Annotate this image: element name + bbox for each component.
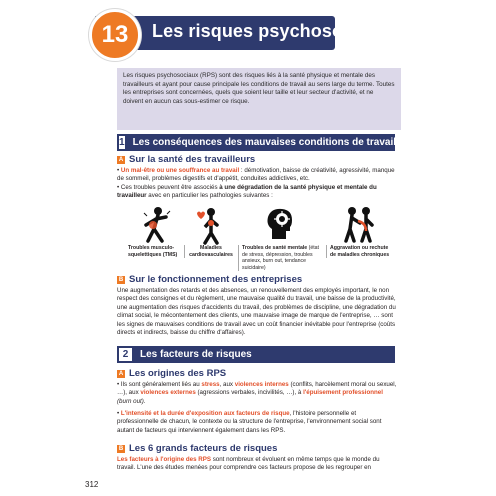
- body-text: avec en particulier les pathologies suivantes :: [146, 192, 273, 200]
- highlight-text: L'intensité et la durée d'exposition aux facteurs de risque: [120, 410, 290, 417]
- body-text: : démotivation, baisse de créativité, agressivité, manque de sommeil, problèmes digestifs et d'appétit, conduites addictives, etc.: [117, 167, 395, 183]
- subsection-title: Sur la santé des travailleurs: [129, 154, 256, 165]
- bullet-degradation: • Ces troubles peuvent être associés à une dégradation de la santé physique et mentale du travailleur avec en particulier les pathologies suivantes :: [117, 184, 377, 200]
- chapter-number: 13: [101, 21, 129, 48]
- bullet-origines: • Ils sont généralement liés au stress, aux violences internes (conflits, harcèlement moral ou sexuel, …), aux violences externes (agressions verbales, incivilités, …), à l'épuisement professionnel (burn out).: [117, 381, 397, 405]
- subsection-heading-2a: [117, 368, 226, 379]
- bullet-intensite: • L'intensité et la durée d'exposition aux facteurs de risque, l'histoire personnelle et professionnelle de chacun, le contexte ou la structure de l'entreprise, l'environnement social sont autant de facteurs qui interviennent également dans les RPS.: [117, 410, 382, 434]
- highlight-text: l'épuisement professionnel: [303, 389, 383, 397]
- highlight-text: Les facteurs à l'origine des RPS: [117, 456, 211, 463]
- subsection-letter: A: [118, 370, 124, 377]
- subsection-heading-1a: [117, 154, 255, 165]
- subsection-heading-1b: [117, 274, 302, 285]
- body-text: (conflits, harcèlement moral ou sexuel, …), aux: [117, 381, 397, 397]
- pathology-label-chronic: [326, 245, 392, 258]
- subsection-letter: B: [118, 276, 124, 283]
- chapter-header: [0, 0, 496, 66]
- mental-health-illustration: [252, 205, 310, 245]
- section-heading-1: [117, 134, 395, 151]
- subsection-heading-2b: [117, 443, 277, 454]
- subsection-letter: B: [118, 445, 124, 452]
- chapter-number-badge: [89, 9, 141, 61]
- body-text: , l'histoire personnelle et professionnelle de chacun, le contexte ou la structure de l'entreprise, l'environnement social sont autant de facteurs qui interviennent également dans les RPS.: [117, 410, 382, 434]
- bold-text: à une dégradation de la santé physique et mentale du travailleur: [117, 184, 377, 200]
- highlight-text: violences internes: [234, 381, 289, 388]
- subsection-title: Les origines des RPS: [129, 368, 227, 379]
- cardiovascular-illustration: [183, 205, 241, 245]
- paragraph-fonctionnement: [117, 287, 399, 337]
- body-text: (agressions verbales, incivilités, …), à: [195, 389, 304, 397]
- section-number: 1: [117, 134, 127, 151]
- chapter-title: Les risques psychosociaux: [152, 21, 390, 41]
- pathology-label-tms: [128, 245, 182, 258]
- body-text: , aux: [219, 381, 235, 388]
- pathology-detail: (état de stress, dépression, troubles anxieux, burn out, tendance suicidaire): [242, 245, 319, 271]
- body-text: (burn out).: [117, 397, 146, 405]
- subsection-title: Les 6 grands facteurs de risques: [129, 443, 278, 454]
- highlight-text: violences externes: [140, 389, 196, 397]
- body-text: Ces troubles peuvent être associés: [120, 184, 220, 191]
- subsection-letter: A: [118, 156, 124, 163]
- body-text: Ils sont généralement liés au: [120, 381, 202, 388]
- body-text: Une augmentation des retards et des absences, un renouvellement des employés important, le non respect des consignes et du règlement, une mauvaise qualité du travail, une baisse de la productivité, une augmentation des risques d'accidents du travail, des problèmes de discipline, une dégradation du climat social, le mécontentement des clients, une mauvaise image de marque de l'entreprise, … sont les signes de mauvaises conditions de travail avec un coût financier inévitable pour l'entreprise (coûts directs et indirects, baisse du chiffre d'affaires).: [117, 287, 396, 337]
- pathology-title: Maladies cardiovasculaires: [189, 245, 233, 258]
- section-heading-2: [117, 346, 395, 363]
- paragraph-6-facteurs: [117, 456, 399, 473]
- pathology-label-cardio: [184, 245, 234, 258]
- highlight-text: stress: [201, 381, 220, 388]
- highlight-text: Un mal-être ou une souffrance au travail: [120, 167, 240, 174]
- pathology-title: Aggravation ou rechute de maladies chroniques: [330, 245, 390, 258]
- section-title: Les conséquences des mauvaises conditions de travail: [132, 137, 396, 148]
- bullet-mal-etre: • Un mal-être ou une souffrance au travail : démotivation, baisse de créativité, agressivité, manque de sommeil, problèmes digestifs et d'appétit, conduites addictives, etc.: [117, 167, 395, 183]
- intro-box: [117, 68, 401, 130]
- section-title: Les facteurs de risques: [140, 349, 252, 360]
- page-number: 312: [85, 480, 99, 489]
- pathology-title: Troubles de santé mentale: [242, 245, 308, 251]
- pathology-title: Troubles musculo-squelettiques (TMS): [128, 245, 178, 258]
- tms-pain-illustration: [128, 205, 186, 245]
- subsection-title: Sur le fonctionnement des entreprises: [129, 274, 303, 285]
- intro-text: Les risques psychosociaux (RPS) sont des risques liés à la santé physique et mentale des travailleurs et ayant pour cause principale les conditions de travail au sens large du terme. Toutes les entreprises sont concernées, quels que soient leur taille et leur secteur d'activité, et ne doivent en aucun cas sous-estimer ce risque.: [123, 72, 395, 105]
- body-text: sont nombreux et évoluent en même temps que le monde du travail. L'une des études menées pour comprendre ces facteurs propose de les regrouper en: [117, 456, 380, 472]
- chronic-illness-illustration: [330, 205, 388, 245]
- pathology-label-mental: [238, 245, 322, 271]
- section-number: 2: [117, 346, 134, 363]
